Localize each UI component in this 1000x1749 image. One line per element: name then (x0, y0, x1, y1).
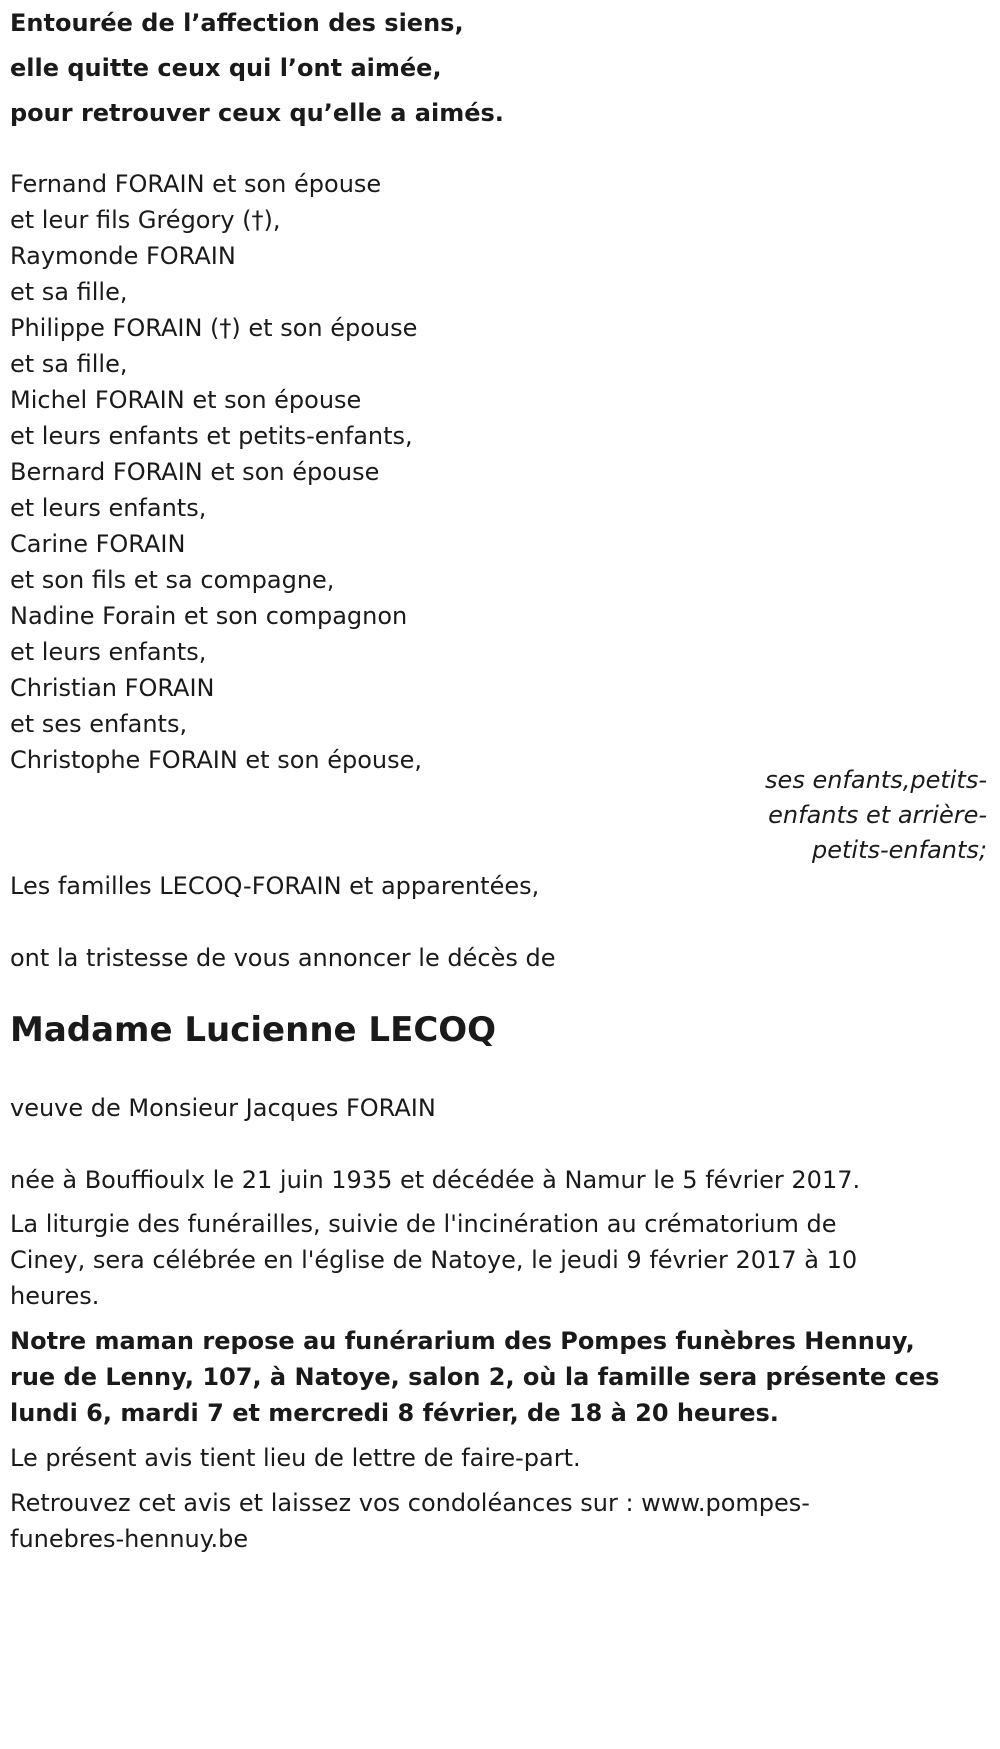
epigraph-line: elle quitte ceux qui l’ont aimée, (10, 54, 442, 82)
family-member-line: Christophe FORAIN et son épouse, (10, 746, 423, 774)
condolences-line: Retrouvez cet avis et laissez vos condoléances sur : www.pompes- (10, 1489, 810, 1517)
family-member-line: et leurs enfants, (10, 638, 207, 666)
family-member-line: Bernard FORAIN et son épouse (10, 458, 380, 486)
deceased-name: Madame Lucienne LECOQ (10, 1010, 497, 1050)
funerarium-line: Notre maman repose au funérarium des Pompes funèbres Hennuy, (10, 1327, 915, 1355)
family-member-line: et sa fille, (10, 350, 128, 378)
family-member-line: et leurs enfants, (10, 494, 207, 522)
families-line: Les familles LECOQ-FORAIN et apparentées, (10, 872, 540, 900)
birth-death-line: née à Bouffioulx le 21 juin 1935 et décédée à Namur le 5 février 2017. (10, 1166, 861, 1194)
family-member-line: Michel FORAIN et son épouse (10, 386, 362, 414)
epigraph-line: pour retrouver ceux qu’elle a aimés. (10, 99, 504, 127)
family-member-line: Raymonde FORAIN (10, 242, 236, 270)
family-member-line: et leur fils Grégory (†), (10, 206, 281, 234)
funerarium-line: lundi 6, mardi 7 et mercredi 8 février, de 18 à 20 heures. (10, 1399, 779, 1427)
funerarium-line: rue de Lenny, 107, à Natoye, salon 2, où la famille sera présente ces (10, 1363, 940, 1391)
notice-line: Le présent avis tient lieu de lettre de faire-part. (10, 1444, 581, 1472)
condolences-line: funebres-hennuy.be (10, 1525, 249, 1553)
family-member-line: Nadine Forain et son compagnon (10, 602, 408, 630)
family-member-line: Carine FORAIN (10, 530, 186, 558)
family-member-line: et leurs enfants et petits-enfants, (10, 422, 413, 450)
liturgy-line: heures. (10, 1282, 100, 1310)
summary-line: petits-enfants; (812, 836, 987, 864)
epigraph-line: Entourée de l’affection des siens, (10, 9, 464, 37)
family-member-line: Christian FORAIN (10, 674, 215, 702)
liturgy-line: Ciney, sera célébrée en l'église de Natoye, le jeudi 9 février 2017 à 10 (10, 1246, 858, 1274)
liturgy-line: La liturgie des funérailles, suivie de l'incinération au crématorium de (10, 1210, 837, 1238)
family-member-line: et ses enfants, (10, 710, 188, 738)
summary-line: enfants et arrière- (768, 801, 987, 829)
announce-line: ont la tristesse de vous annoncer le décès de (10, 944, 556, 972)
family-member-line: et son fils et sa compagne, (10, 566, 335, 594)
family-member-line: Philippe FORAIN (†) et son épouse (10, 314, 418, 342)
widow-line: veuve de Monsieur Jacques FORAIN (10, 1094, 436, 1122)
family-member-line: Fernand FORAIN et son épouse (10, 170, 382, 198)
family-member-line: et sa fille, (10, 278, 128, 306)
summary-line: ses enfants,petits- (765, 766, 987, 794)
